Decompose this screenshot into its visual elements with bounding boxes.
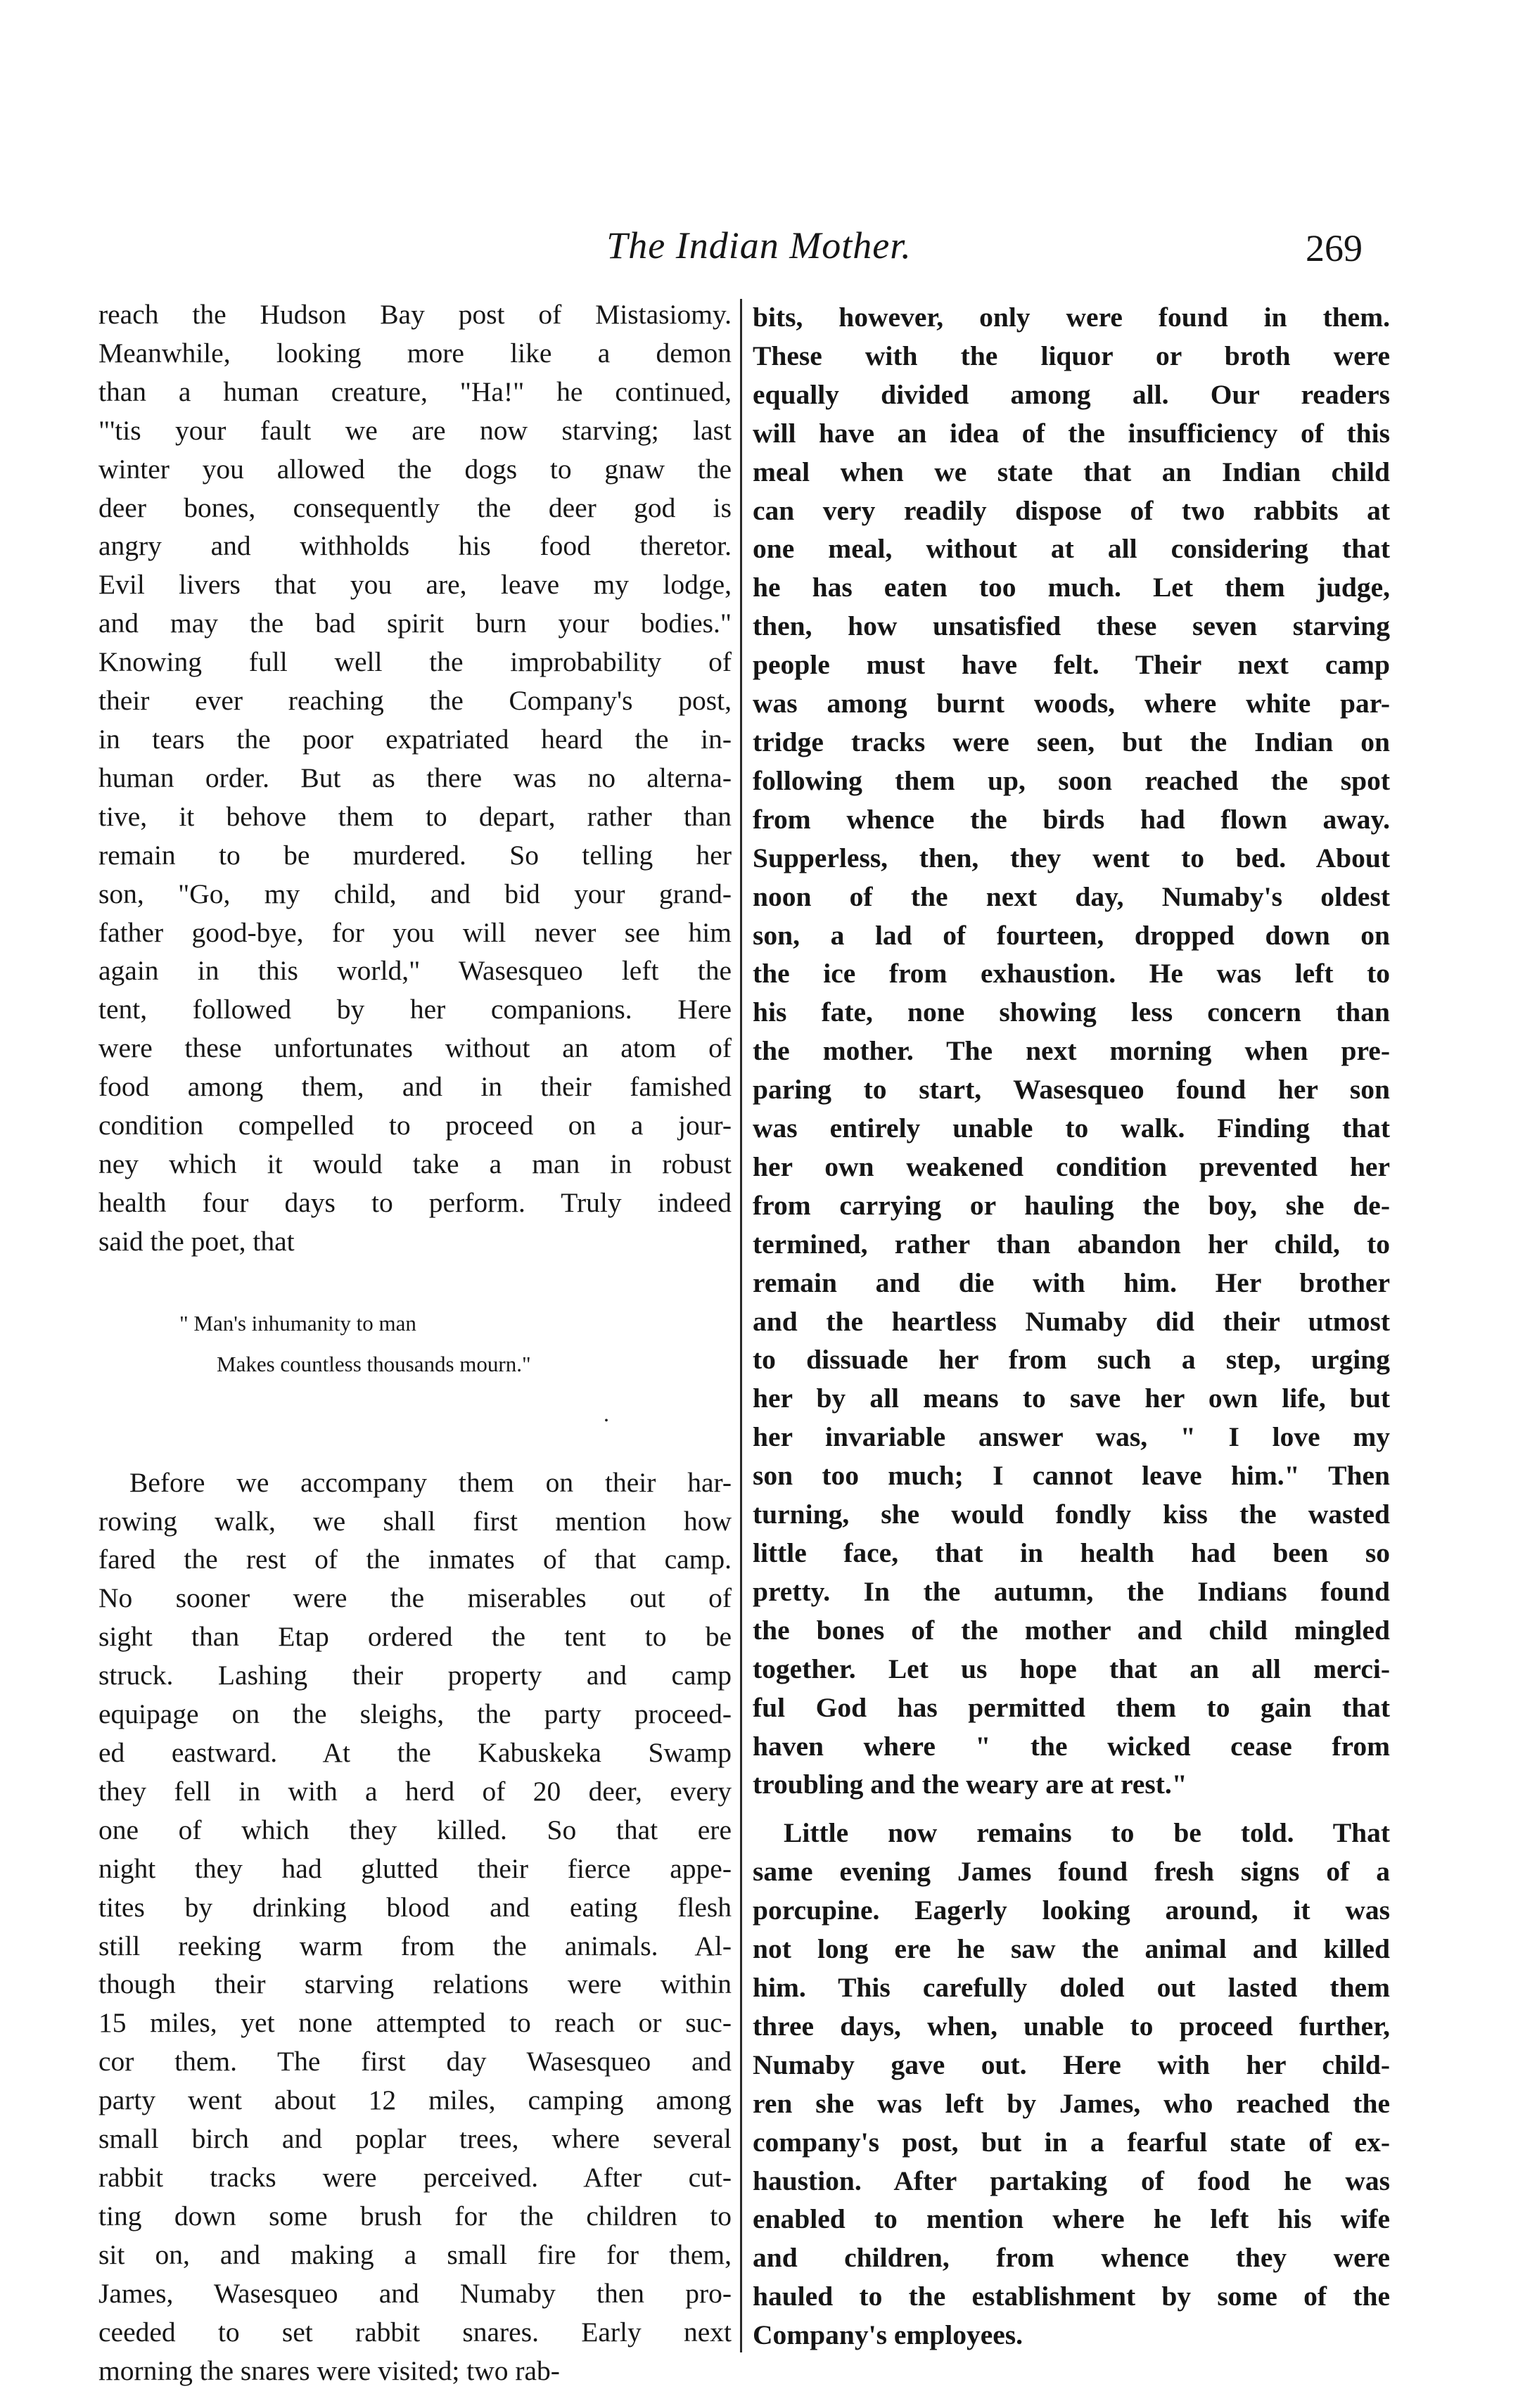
text-line: bits, however, only were found in them. — [753, 302, 1390, 333]
text-line: will have an idea of the insufficiency of this — [753, 417, 1390, 449]
text-line: company's post, but in a fearful state of ex- — [753, 2126, 1390, 2158]
text-line: Little now remains to be told. That — [784, 1817, 1390, 1849]
text-line: troubling and the weary are at rest." — [753, 1769, 1187, 1800]
text-line: he has eaten too much. Let them judge, — [753, 572, 1390, 603]
text-line: her own weakened condition prevented her — [753, 1151, 1390, 1182]
text-line: Meanwhile, looking more like a demon — [98, 337, 732, 369]
text-line: tent, followed by her companions. Here — [98, 994, 732, 1025]
text-line: son too much; I cannot leave him." Then — [753, 1460, 1390, 1492]
text-line: food among them, and in their famished — [98, 1071, 732, 1103]
text-line: ceeded to set rabbit snares. Early next — [98, 2316, 732, 2348]
text-line: said the poet, that — [98, 1225, 295, 1257]
paragraph-4 — [753, 1814, 1390, 2355]
text-line: the bones of the mother and child mingled — [753, 1614, 1390, 1646]
text-line: noon of the next day, Numaby's oldest — [753, 880, 1390, 912]
text-line: termined, rather than abandon her child, to — [753, 1228, 1390, 1260]
left-column — [98, 295, 732, 2390]
text-line: struck. Lashing their property and camp — [98, 1660, 732, 1691]
text-line: him. This carefully doled out lasted them — [753, 1971, 1390, 2003]
text-line: remain and die with him. Her brother — [753, 1267, 1390, 1298]
text-line: little face, that in health had been so — [753, 1537, 1390, 1568]
text-line: fared the rest of the inmates of that camp. — [98, 1544, 732, 1575]
text-line: were these unfortunates without an atom of — [98, 1032, 732, 1064]
text-line: No sooner were the miserables out of — [98, 1582, 732, 1614]
text-line: These with the liquor or broth were — [753, 340, 1390, 371]
text-line: Knowing full well the improbability of — [98, 646, 732, 678]
text-line: James, Wasesqueo and Numaby then pro- — [98, 2277, 732, 2309]
text-line: ren she was left by James, who reached the — [753, 2087, 1390, 2119]
text-line: porcupine. Eagerly looking around, it was — [753, 1895, 1390, 1926]
text-line: night they had glutted their fierce appe- — [98, 1852, 732, 1884]
text-line: her invariable answer was, " I love my — [753, 1421, 1390, 1453]
text-line: equipage on the sleighs, the party proceed- — [98, 1698, 732, 1730]
text-line: son, "Go, my child, and bid your grand- — [98, 878, 732, 909]
text-line: from carrying or hauling the boy, she de- — [753, 1189, 1390, 1221]
text-line: together. Let us hope that an all merci- — [753, 1653, 1390, 1684]
text-line: Numaby gave out. Here with her child- — [753, 2049, 1390, 2080]
text-line: their ever reaching the Company's post, — [98, 685, 732, 717]
text-line: and the heartless Numaby did their utmost — [753, 1305, 1390, 1337]
text-line: deer bones, consequently the deer god is — [98, 492, 732, 523]
text-line: remain to be murdered. So telling her — [98, 839, 732, 871]
paragraph-gap — [753, 1804, 1390, 1814]
text-line: cor them. The first day Wasesqueo and — [98, 2046, 732, 2077]
text-line: still reeking warm from the animals. Al- — [98, 1930, 732, 1961]
paragraph-2 — [98, 1464, 732, 2390]
text-line: ting down some brush for the children to — [98, 2200, 732, 2231]
text-line: human order. But as there was no alterna- — [98, 762, 732, 793]
text-line: son, a lad of fourteen, dropped down on — [753, 919, 1390, 951]
page-number: 269 — [1306, 227, 1363, 269]
verse-line: " Man's inhumanity to man — [179, 1310, 416, 1336]
text-line: haustion. After partaking of food he was — [753, 2165, 1390, 2196]
paragraph-1 — [98, 295, 732, 1261]
text-line: tites by drinking blood and eating flesh — [98, 1891, 732, 1923]
separator-dot: . — [604, 1400, 609, 1426]
paragraph-3 — [753, 298, 1390, 1804]
text-line: Before we accompany them on their har- — [129, 1466, 732, 1498]
text-line: paring to start, Wasesqueo found her son — [753, 1074, 1390, 1106]
text-line: sit on, and making a small fire for them, — [98, 2239, 732, 2270]
text-line: turning, she would fondly kiss the wasted — [753, 1499, 1390, 1530]
text-line: from whence the birds had flown away. — [753, 803, 1390, 835]
text-line: sight than Etap ordered the tent to be — [98, 1621, 732, 1653]
text-line: pretty. In the autumn, the Indians found — [753, 1575, 1390, 1607]
text-line: condition compelled to proceed on a jour- — [98, 1110, 732, 1141]
text-line: they fell in with a herd of 20 deer, every — [98, 1775, 732, 1807]
text-line: to dissuade her from such a step, urging — [753, 1344, 1390, 1376]
text-line: her by all means to save her own life, but — [753, 1383, 1390, 1414]
text-line: his fate, none showing less concern than — [753, 997, 1390, 1028]
column-divider — [740, 299, 742, 2352]
text-line: morning the snares were visited; two rab- — [98, 2355, 560, 2386]
text-line: hauled to the establishment by some of the — [753, 2281, 1390, 2312]
text-line: father good-bye, for you will never see him — [98, 916, 732, 948]
text-line: tive, it behove them to depart, rather than — [98, 800, 732, 832]
section-separator — [98, 1385, 732, 1464]
text-line: than a human creature, "Ha!" he continued, — [98, 376, 732, 407]
text-line: angry and withholds his food theretor. — [98, 530, 732, 562]
text-line: then, how unsatisfied these seven starving — [753, 610, 1390, 642]
text-line: the mother. The next morning when pre- — [753, 1035, 1390, 1067]
text-line: enabled to mention where he left his wife — [753, 2203, 1390, 2235]
text-line: not long ere he saw the animal and killed — [753, 1933, 1390, 1965]
text-line: people must have felt. Their next camp — [753, 649, 1390, 681]
text-line: one of which they killed. So that ere — [98, 1814, 732, 1845]
verse-quote — [98, 1303, 732, 1385]
text-line: meal when we state that an Indian child — [753, 456, 1390, 487]
text-line: winter you allowed the dogs to gnaw the — [98, 453, 732, 485]
text-line: reach the Hudson Bay post of Mistasiomy. — [98, 299, 732, 330]
text-line: Supperless, then, they went to bed. About — [753, 842, 1390, 873]
verse-line: Makes countless thousands mourn." — [217, 1351, 531, 1376]
text-line: small birch and poplar trees, where several — [98, 2123, 732, 2155]
text-line: was among burnt woods, where white par- — [753, 688, 1390, 719]
text-line: again in this world," Wasesqueo left the — [98, 955, 732, 987]
text-line: ed eastward. At the Kabuskeka Swamp — [98, 1737, 732, 1768]
text-line: was entirely unable to walk. Finding that — [753, 1113, 1390, 1144]
text-line: health four days to perform. Truly indeed — [98, 1186, 732, 1218]
right-column — [753, 298, 1390, 2355]
text-line: ney which it would take a man in robust — [98, 1148, 732, 1179]
text-line: though their starving relations were within — [98, 1968, 732, 2000]
text-line: tridge tracks were seen, but the Indian on — [753, 726, 1390, 757]
text-line: rowing walk, we shall first mention how — [98, 1505, 732, 1537]
text-line: "'tis your fault we are now starving; last — [98, 414, 732, 446]
text-line: in tears the poor expatriated heard the in- — [98, 723, 732, 755]
text-line: same evening James found fresh signs of a — [753, 1856, 1390, 1888]
text-line: following them up, soon reached the spot — [753, 764, 1390, 796]
text-line: rabbit tracks were perceived. After cut- — [98, 2161, 732, 2193]
text-line: the ice from exhaustion. He was left to — [753, 958, 1390, 990]
text-line: and children, from whence they were — [753, 2242, 1390, 2274]
text-line: haven where " the wicked cease from — [753, 1730, 1390, 1762]
text-line: one meal, without at all considering that — [753, 533, 1390, 565]
text-line: Evil livers that you are, leave my lodge, — [98, 569, 732, 601]
page-title: The Indian Mother. — [606, 224, 912, 267]
text-line: equally divided among all. Our readers — [753, 378, 1390, 410]
text-line: Company's employees. — [753, 2319, 1023, 2351]
text-line: can very readily dispose of two rabbits at — [753, 494, 1390, 526]
text-line: ful God has permitted them to gain that — [753, 1691, 1390, 1723]
text-line: 15 miles, yet none attempted to reach or suc- — [98, 2007, 732, 2039]
text-line: three days, when, unable to proceed further, — [753, 2010, 1390, 2042]
text-line: party went about 12 miles, camping among — [98, 2084, 732, 2116]
text-line: and may the bad spirit burn your bodies." — [98, 608, 732, 639]
